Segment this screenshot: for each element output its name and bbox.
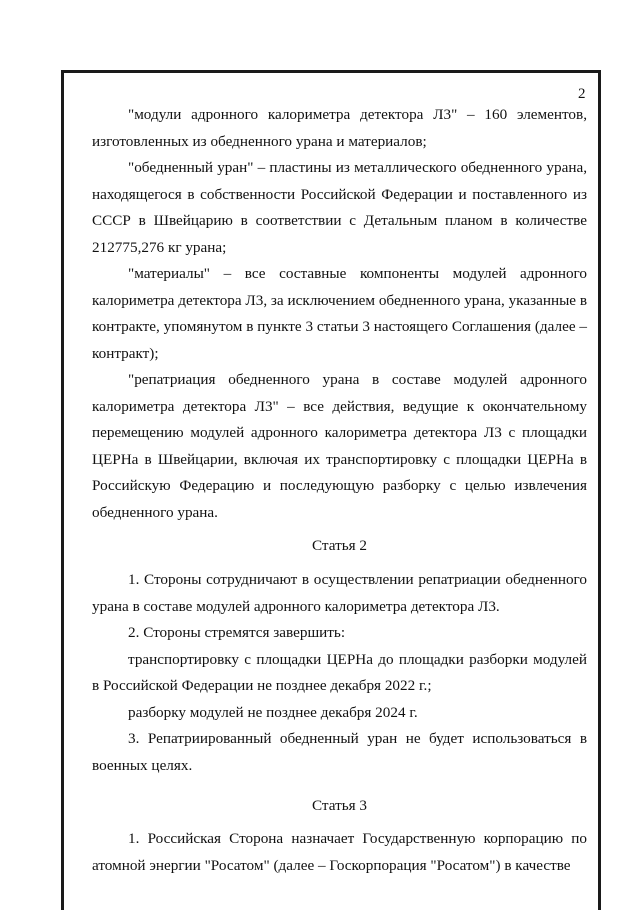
article-paragraph: разборку модулей не позднее декабря 2024 г. xyxy=(128,703,418,721)
definitions-block xyxy=(92,102,587,526)
article-3-heading: Статья 3 xyxy=(311,797,368,814)
article-paragraph: 2. Стороны стремятся завершить: xyxy=(128,624,346,641)
definition-paragraph: "материалы" – все составные компоненты модулей адронного калориметра детектора Л3, за исключением обедненного урана, указанные в контракте, упомянутом в пункте 3 статьи 3 настоящего Соглашения (далее – контракт); xyxy=(92,265,587,362)
page-number: 2 xyxy=(578,86,586,102)
article-paragraph: 1. Российская Сторона назначает Государственную корпорацию по атомной энергии "Росатом" (далее – Госкорпорация "Росатом") в качестве xyxy=(92,830,587,874)
article-2-body xyxy=(92,567,587,779)
definition-paragraph: "обедненный уран" – пластины из металлического обедненного урана, находящегося в собственности Российской Федерации и поставленного из СССР в Швейцарию в соответствии с Детальным планом в количестве 212775,276 кг урана; xyxy=(92,159,587,256)
article-3-body xyxy=(92,826,587,879)
definition-paragraph: "репатриация обедненного урана в составе модулей адронного калориметра детектора Л3" – все действия, ведущие к окончательному перемещению модулей адронного калориметра детектора Л3 с площадки ЦЕРНа в Швейцарии, включая их транспортировку с площадки ЦЕРНа в Российскую Федерацию и последующую разборку с целью извлечения обедненного урана. xyxy=(92,371,587,521)
definition-paragraph: "модули адронного калориметра детектора Л3" – 160 элементов, изготовленных из обедненного урана и материалов; xyxy=(92,106,587,150)
article-paragraph: 1. Стороны сотрудничают в осуществлении репатриации обедненного урана в составе модулей адронного калориметра детектора Л3. xyxy=(92,571,587,615)
article-paragraph: 3. Репатриированный обедненный уран не будет использоваться в военных целях. xyxy=(92,730,587,774)
article-2-heading: Статья 2 xyxy=(311,537,368,554)
article-paragraph: транспортировку с площадки ЦЕРНа до площадки разборки модулей в Российской Федерации не позднее декабря 2022 г.; xyxy=(92,650,587,694)
